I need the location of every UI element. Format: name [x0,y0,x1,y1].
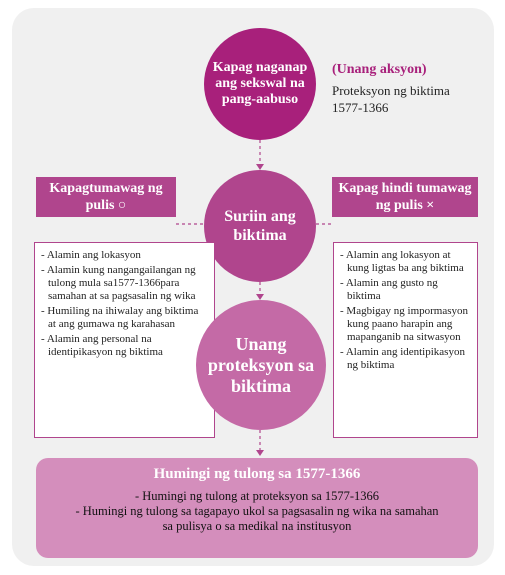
seek-help-line-3: sa pulisya o sa medikal na institusyon [162,519,352,533]
list-item: - Alamin ang gusto ng biktima [340,277,471,303]
list-item: - Alamin kung nangangailangan ng tulong mula sa1577-1366para samahan at sa pagsasalin ng wika [41,264,208,303]
first-action-note [332,62,450,116]
list-item: - Alamin ang lokasyon [41,249,208,262]
first-action-title: (Unang aksyon) [332,62,427,77]
seek-help-line-1: - Humingi ng tulong at proteksyon sa 1577-1366 [134,489,380,503]
header-no-police-label: Kapag hindi tumawag ng pulis × [338,181,472,213]
circle-assess-victim-label: Suriin ang biktima [224,208,296,244]
first-action-line-2: 1577-1366 [332,100,389,115]
seek-help-box [36,458,478,558]
circle-abuse-occurs [204,28,316,140]
no-police-steps [333,242,478,438]
circle-assess-victim [204,170,316,282]
circle-abuse-occurs-label: Kapag naganap ang sekswal na pang-aabuso [212,60,308,107]
list-item: - Humiling na ihiwalay ang biktima at ang gumawa ng karahasan [41,305,208,331]
list-item: - Alamin ang identipikasyon ng biktima [340,346,471,372]
seek-help-title: Humingi ng tulong sa 1577-1366 [153,466,361,482]
called-police-steps [34,242,215,438]
circle-first-protection [196,300,326,430]
header-called-police-label: Kapagtumawag ng pulis ○ [49,181,163,213]
list-item: - Alamin ang personal na identipikasyon ng biktima [41,333,208,359]
first-action-line-1: Proteksyon ng biktima [332,83,450,98]
header-called-police [36,177,176,217]
header-no-police [332,177,478,217]
list-item: - Magbigay ng impormasyon kung paano harapin ang mapanganib na sitwasyon [340,305,471,344]
circle-first-protection-label: Unang proteksyon sa biktima [207,333,315,396]
seek-help-line-2: - Humingi ng tulong sa tagapayo ukol sa pagsasalin ng wika na samahan [75,504,439,518]
list-item: - Alamin ang lokasyon at kung ligtas ba ang biktima [340,249,471,275]
